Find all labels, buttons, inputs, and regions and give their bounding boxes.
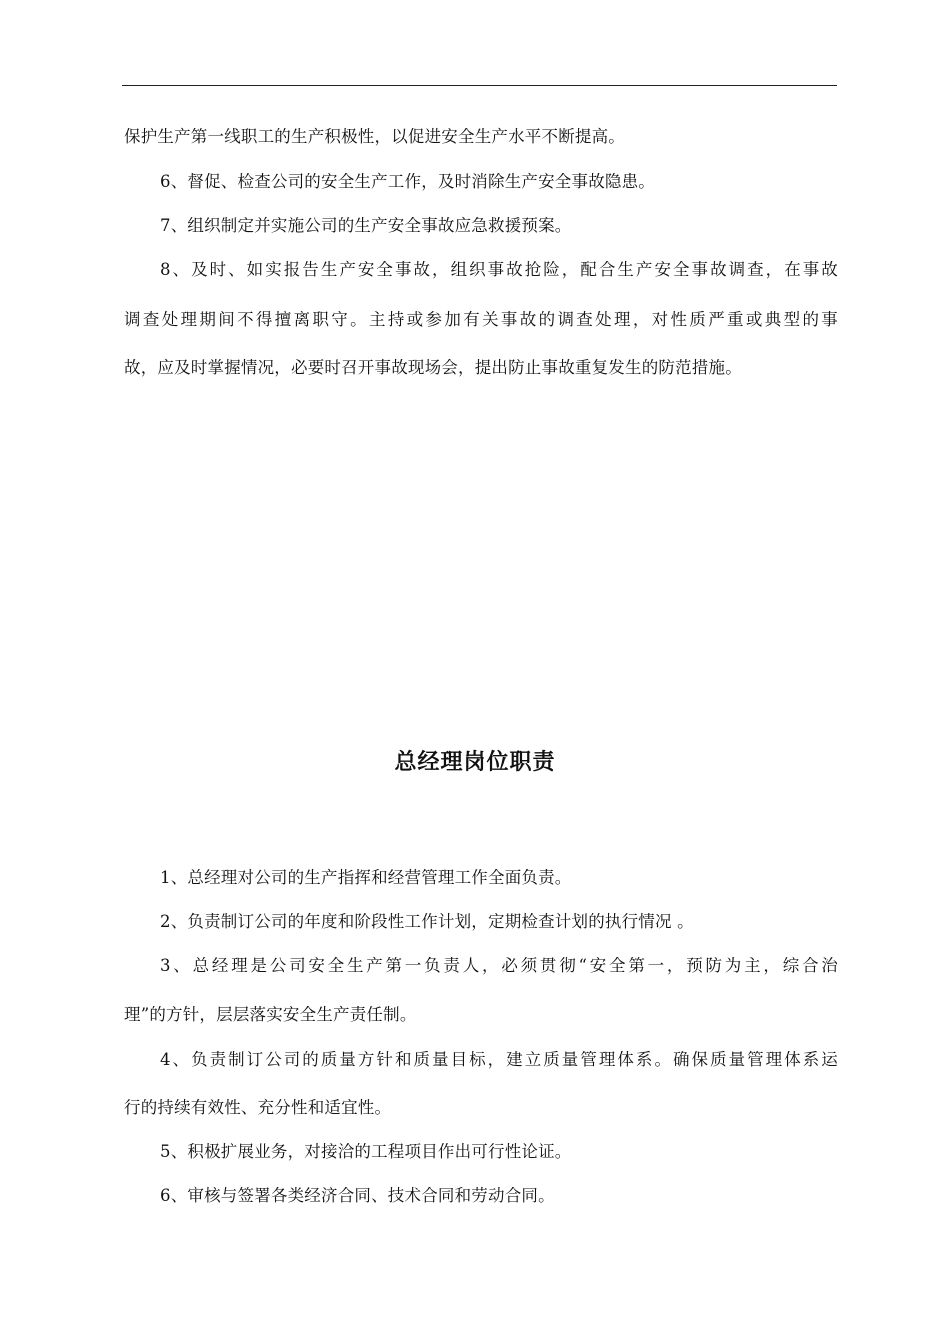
paragraph-line: 故，应及时掌握情况，必要时召开事故现场会，提出防止事故重复发生的防范措施。 — [124, 358, 742, 377]
header-rule — [122, 85, 837, 86]
duty-item: 3、总经理是公司安全生产第一负责人，必须贯彻“安全第一，预防为主，综合治 — [160, 956, 838, 975]
duty-item-continued: 理”的方针，层层落实安全生产责任制。 — [124, 1005, 417, 1024]
duty-item: 5、积极扩展业务，对接洽的工程项目作出可行性论证。 — [160, 1142, 572, 1161]
duty-item: 6、审核与签署各类经济合同、技术合同和劳动合同。 — [160, 1186, 555, 1205]
duty-item: 1、总经理对公司的生产指挥和经营管理工作全面负责。 — [160, 868, 572, 887]
paragraph-line: 保护生产第一线职工的生产积极性，以促进安全生产水平不断提高。 — [124, 127, 625, 146]
duty-item: 2、负责制订公司的年度和阶段性工作计划，定期检查计划的执行情况 。 — [160, 912, 694, 931]
duty-item: 4、负责制订公司的质量方针和质量目标，建立质量管理体系。确保质量管理体系运 — [160, 1050, 838, 1069]
section-title: 总经理岗位职责 — [394, 750, 556, 775]
duty-item-continued: 行的持续有效性、充分性和适宜性。 — [124, 1098, 392, 1117]
paragraph-line: 调查处理期间不得擅离职守。主持或参加有关事故的调查处理，对性质严重或典型的事 — [124, 310, 838, 329]
paragraph-line: 7、组织制定并实施公司的生产安全事故应急救援预案。 — [160, 216, 572, 235]
paragraph-line: 8、及时、如实报告生产安全事故，组织事故抢险，配合生产安全事故调查，在事故 — [160, 260, 838, 279]
paragraph-line: 6、督促、检查公司的安全生产工作，及时消除生产安全事故隐患。 — [160, 172, 655, 191]
